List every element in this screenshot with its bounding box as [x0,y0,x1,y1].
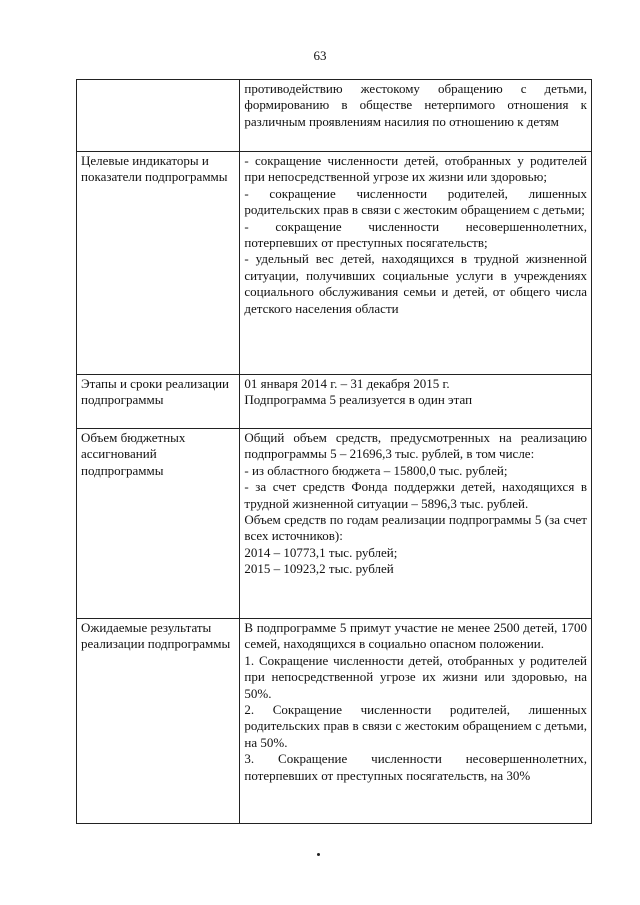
row-label: Объем бюджетных ассигнований подпрограммы [77,429,240,619]
row-value [240,80,592,152]
row-value [240,375,592,429]
footer-dot [317,853,320,856]
row-label: Этапы и сроки реализации подпрограммы [77,375,240,429]
page-number: 63 [313,48,327,63]
value-paragraph: 3. Сокращение численности несовершеннолетних, потерпевших от преступных посягательств, на 30% [244,751,587,783]
table-row-continuation [77,80,592,152]
row-label [77,80,240,152]
table-row-expected-results [77,619,592,824]
row-value [240,619,592,824]
value-paragraph: 2014 – 10773,1 тыс. рублей; [244,544,398,560]
row-label: Ожидаемые результаты реализации подпрограммы [77,619,240,824]
table-row-stages [77,375,592,429]
table-row-budget [77,429,592,619]
value-paragraph: Объем средств по годам реализации подпрограммы 5 (за счет всех источников): [244,512,587,544]
value-paragraph: 1. Сокращение численности детей, отобранных у родителей при непосредственной угрозе их жизни или здоровью, на 50%. [244,652,587,701]
value-paragraph: - сокращение численности детей, отобранных у родителей при непосредственной угрозе их жизни или здоровью; [244,153,587,185]
value-paragraph: Подпрограмма 5 реализуется в один этап [244,392,473,408]
value-paragraph: В подпрограмме 5 примут участие не менее 2500 детей, 1700 семей, находящихся в социально опасном положении. [244,620,587,652]
passport-table [76,79,592,824]
value-paragraph: 01 января 2014 г. – 31 декабря 2015 г. [244,376,450,391]
value-paragraph: 2. Сокращение численности родителей, лишенных родительских прав в связи с жестоким обращением с детьми, на 50%. [244,702,587,750]
value-paragraph: Общий объем средств, предусмотренных на реализацию подпрограммы 5 – 21696,3 тыс. рублей, в том числе: [244,430,587,462]
value-paragraph: противодействию жестокому обращению с детьми, формированию в обществе нетерпимого отношения к различным проявлениям насилия по отношению к детям [244,81,587,129]
row-value [240,429,592,619]
value-paragraph: - удельный вес детей, находящихся в трудной жизненной ситуации, получивших социальные услуги в учреждениях социального обслуживания семьи и детей, от общего числа детского населения области [244,251,587,316]
row-value [240,152,592,375]
value-paragraph: - за счет средств Фонда поддержки детей, находящихся в трудной жизненной ситуации – 5896,3 тыс. рублей. [244,479,587,511]
table-row-target-indicators [77,152,592,375]
row-label: Целевые индикаторы и показатели подпрограммы [77,152,240,375]
value-paragraph: 2015 – 10923,2 тыс. рублей [244,561,394,577]
value-paragraph: - сокращение численности родителей, лишенных родительских прав в связи с жестоким обращением с детьми; [244,185,587,218]
value-paragraph: - сокращение численности несовершеннолетних, потерпевших от преступных посягательств; [244,218,587,251]
value-paragraph: - из областного бюджета – 15800,0 тыс. рублей; [244,462,508,478]
